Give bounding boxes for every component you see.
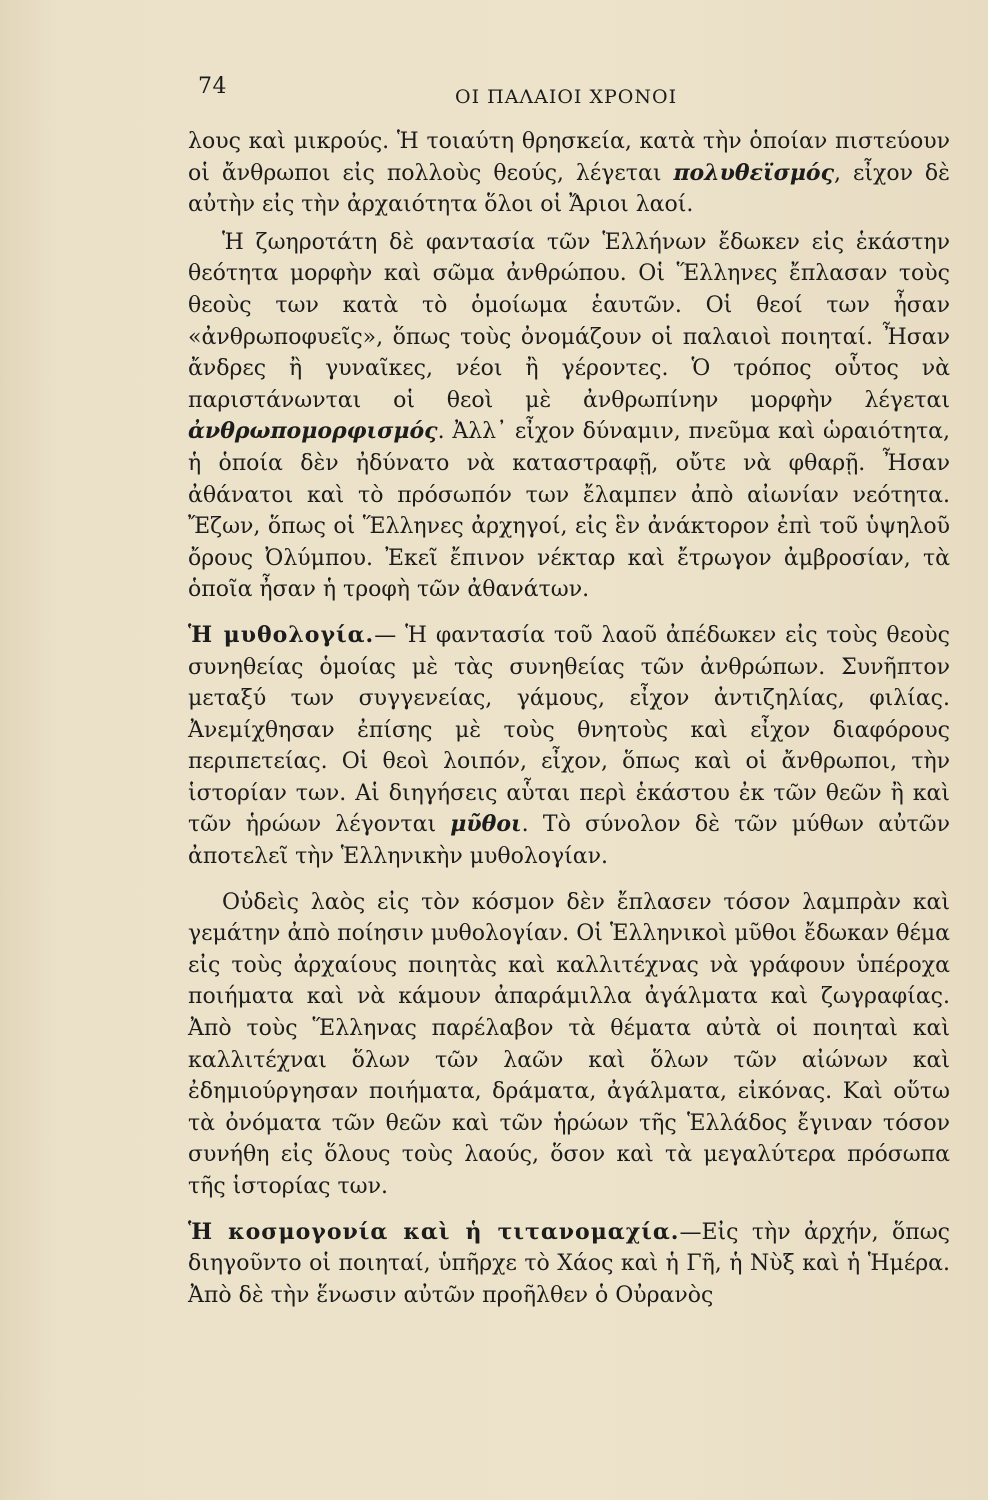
paragraph-cosmogony: [188, 1217, 950, 1312]
term-polytheism: πολυθεϊσμός: [673, 159, 834, 186]
paragraph-text: , εἶχον δὲ αὐτὴν εἰς τὴν ἀρχαιότητα ὅλοι οἱ Ἄριοι λαοί.: [188, 160, 950, 218]
paragraph-polytheism: [188, 126, 950, 221]
paragraph-text: Οὐδεὶς λαὸς εἰς τὸν κόσμον δὲν ἔπλασεν τόσον λαμπρὰν καὶ γεμάτην ἀπὸ ποίησιν μυθολογίαν. Οἱ Ἑλληνικοὶ μῦθοι ἔδωκαν θέμα εἰς τοὺς ἀρχαίους ποιητὰς καὶ καλλιτέχνας νὰ γράφουν ὑπέροχα ποιήματα καὶ νὰ κάμουν ἀπαράμιλλα ἀγάλματα καὶ ζωγραφίας. Ἀπὸ τοὺς Ἕλληνας παρέλαβον τὰ θέματα αὐτὰ οἱ ποιηταὶ καὶ καλλιτέχναι ὅλων τῶν λαῶν καὶ ὅλων τῶν αἰώνων καὶ ἐδημιούργησαν ποιήματα, δράματα, ἀγάλματα, εἰκόνας. Καὶ οὕτω τὰ ὀνόματα τῶν θεῶν καὶ τῶν ἡρώων τῆς Ἑλλάδος ἔγιναν τόσον συνήθη εἰς ὅλους τοὺς λαούς, ὅσον καὶ τὰ μεγαλύτερα πρόσωπα τῆς ἱστορίας των.: [188, 889, 950, 1199]
paragraph-text: Ἡ ζωηροτάτη δὲ φαντασία τῶν Ἑλλήνων ἔδωκεν εἰς ἑκάστην θεότητα μορφὴν καὶ σῶμα ἀνθρώπου. Οἱ Ἕλληνες ἔπλασαν τοὺς θεοὺς των κατὰ τὸ ὁμοίωμα ἑαυτῶν. Οἱ θεοί των ἦσαν «ἀνθρωποφυεῖς», ὅπως τοὺς ὀνομάζουν οἱ παλαιοὶ ποιηταί. Ἦσαν ἄνδρες ἢ γυναῖκες, νέοι ἢ γέροντες. Ὁ τρόπος οὗτος νὰ παριστάνωνται οἱ θεοὶ μὲ ἀνθρωπίνην μορφὴν λέγεται: [188, 229, 950, 413]
paragraph-anthropomorphism: [188, 227, 950, 606]
term-anthropomorphism: ἀνθρωπομορφισμός: [188, 418, 438, 445]
body-text: [188, 126, 950, 1311]
page-number: 74: [198, 74, 227, 99]
section-heading-cosmogony: Ἡ κοσμογονία καὶ ἡ τιτανομαχία.: [188, 1218, 680, 1245]
running-title: ΟΙ ΠΑΛΑΙΟΙ ΧΡΟΝΟΙ: [455, 86, 678, 108]
paragraph-text: λους καὶ μικρούς. Ἡ τοιαύτη θρησκεία, κατὰ τὴν ὁποίαν πιστεύουν οἱ ἄνθρωποι εἰς πολλοὺς θεούς, λέγεται: [188, 129, 950, 186]
paragraph-text: —Εἰς τὴν ἀρχήν, ὅπως διηγοῦντο οἱ ποιηταί, ὑπῆρχε τὸ Χάος καὶ ἡ Γῆ, ἡ Νὺξ καὶ ἡ Ἡμέρα. Ἀπὸ δὲ τὴν ἕνωσιν αὐτῶν προῆλθεν ὁ Οὐρανὸς: [188, 1219, 950, 1308]
paragraph-influence: [188, 887, 950, 1203]
term-myths: μῦθοι: [450, 811, 522, 838]
paragraph-mythology: [188, 620, 950, 873]
section-heading-mythology: Ἡ μυθολογία.: [188, 621, 375, 648]
paragraph-text: . Τὸ σύνολον δὲ τῶν μύθων αὐτῶν ἀποτελεῖ τὴν Ἑλληνικὴν μυθολογίαν.: [188, 812, 950, 870]
paragraph-text: — Ἡ φαντασία τοῦ λαοῦ ἀπέδωκεν εἰς τοὺς θεοὺς συνηθείας ὁμοίας μὲ τὰς συνηθείας τῶν ἀνθρώπων. Συνῆπτον μεταξύ των συγγενείας, γάμους, εἶχον ἀντιζηλίας, φιλίας. Ἀνεμίχθησαν ἐπίσης μὲ τοὺς θνητοὺς καὶ εἶχον διαφόρους περιπετείας. Οἱ θεοὶ λοιπόν, εἶχον, ὅπως καὶ οἱ ἄνθρωποι, τὴν ἱστορίαν των. Αἱ διηγήσεις αὗται περὶ ἑκάστου ἐκ τῶν θεῶν ἢ καὶ τῶν ἡρώων λέγονται: [188, 622, 950, 838]
paragraph-text: . Ἀλλ᾽ εἶχον δύναμιν, πνεῦμα καὶ ὡραιότητα, ἡ ὁποία δὲν ἠδύνατο νὰ καταστραφῇ, οὔτε νὰ φθαρῇ. Ἦσαν ἀθάνατοι καὶ τὸ πρόσωπόν των ἔλαμπεν ἀπὸ αἰωνίαν νεότητα. Ἔζων, ὅπως οἱ Ἕλληνες ἀρχηγοί, εἰς ἓν ἀνάκτορον ἐπὶ τοῦ ὑψηλοῦ ὄρους Ὀλύμπου. Ἐκεῖ ἔπινον νέκταρ καὶ ἔτρωγον ἀμβροσίαν, τὰ ὁποῖα ἦσαν ἡ τροφὴ τῶν ἀθανάτων.: [188, 419, 950, 603]
page-header: [0, 70, 988, 110]
